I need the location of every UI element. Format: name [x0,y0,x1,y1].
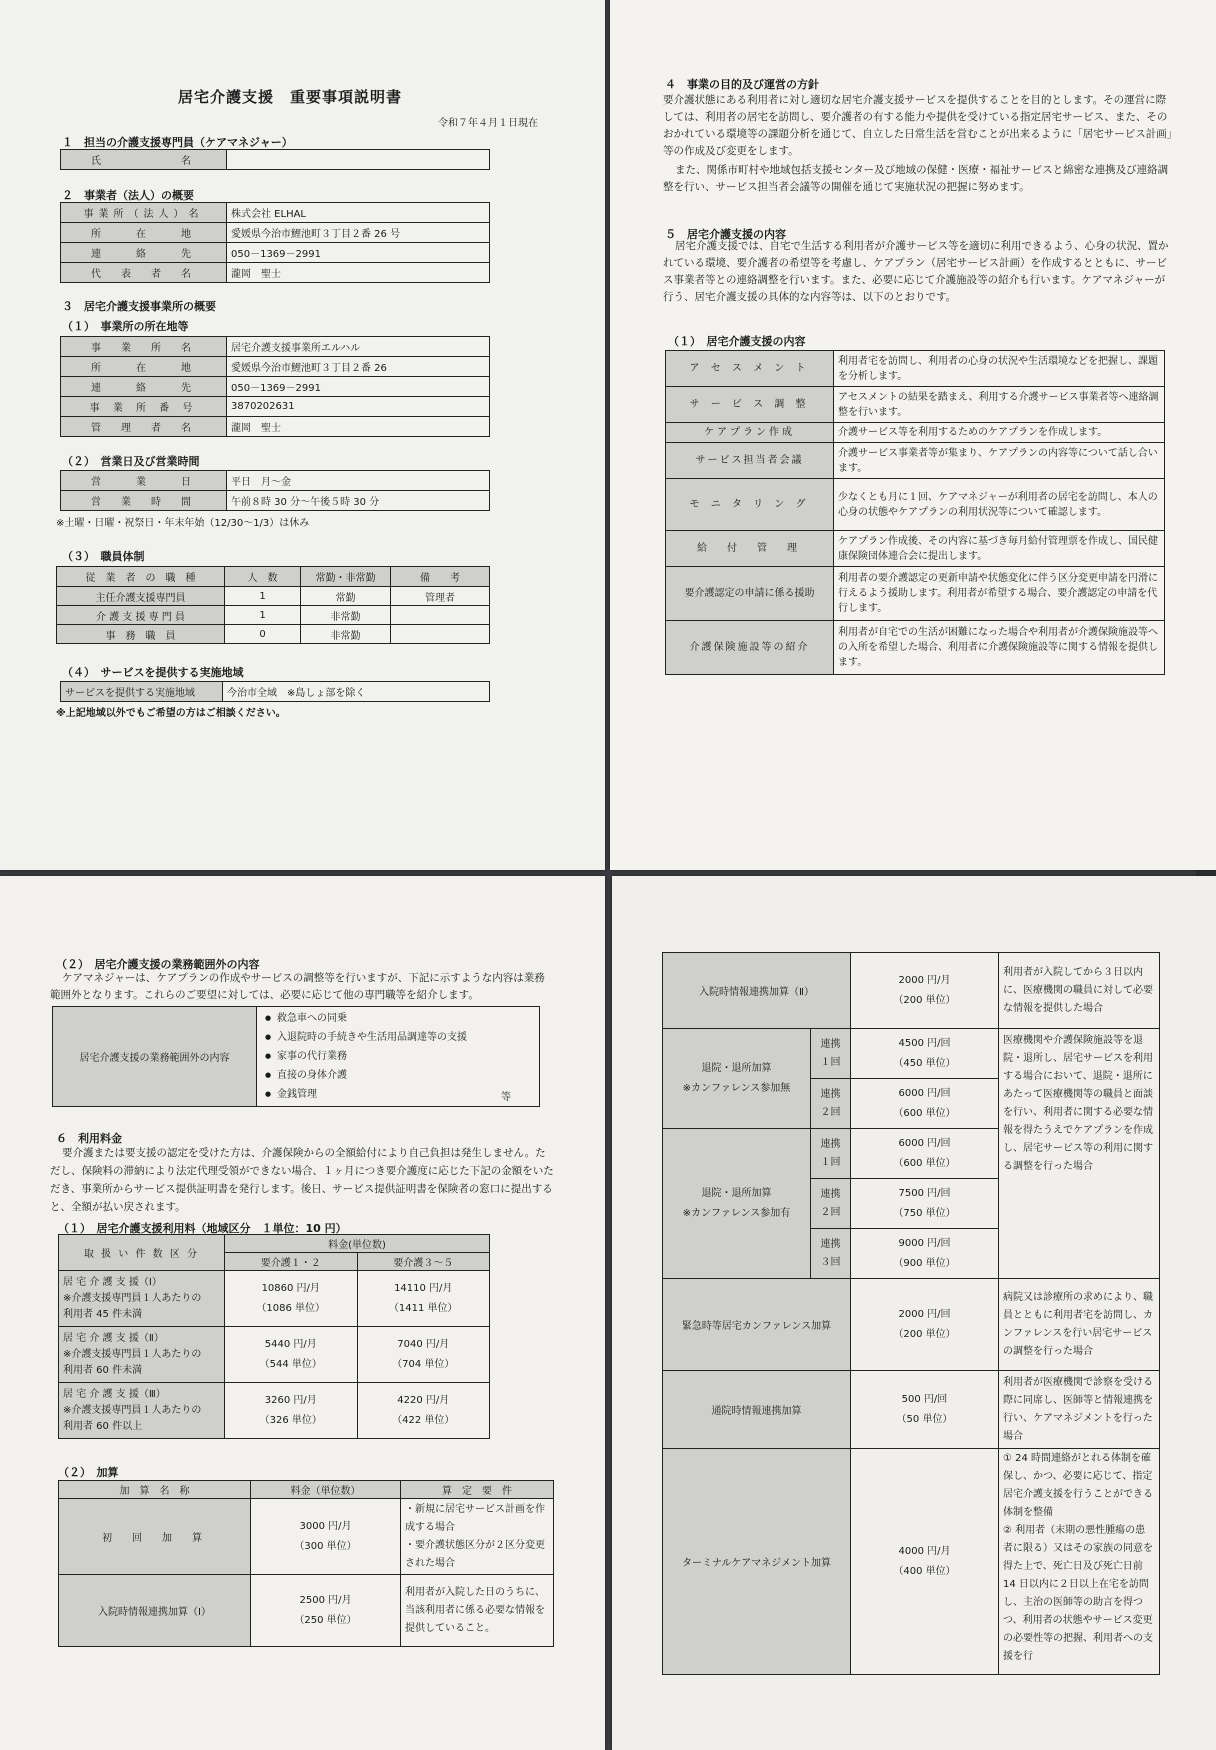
row-label: 要介護認定の申請に係る援助 [666,567,834,621]
category-desc: ※介護支援専門員１人あたりの [63,1292,202,1304]
row-label: 所 在 地 [61,223,227,243]
addition-requirement: 利用者が医療機関で診察を受ける際に同席し、医師等と情報連携を行い、ケアマネジメントを行った場合 [999,1371,1160,1449]
list-item: ● 直接の身体介護 [265,1066,531,1085]
list-item: ● 家事の代行業務 [265,1047,531,1066]
fee-amount: 4500 円/回 [898,1037,951,1049]
service-area-note: ※上記地域以外でもご希望の方はご相談ください。 [56,708,286,719]
row-label: 所 在 地 [61,357,227,377]
addition-fee [851,1129,999,1179]
table-cell: 介 護 支 援 専 門 員 [57,606,225,625]
fee-units: （600 単位） [893,1107,956,1119]
section-6-paragraph: 要介護または要支援の認定を受けた方は、介護保険からの全額給付により自己負担は発生しません。ただし、保険料の滞納により法定代理受領ができない場合、１ヶ月につき要介護度に応じた下記の金額をいただき、事業所からサービス提供証明書を発行します。後日、サービス提供証明書を保険者の窓口に提出すると、全額が払い戻されます。 [50,1147,554,1213]
fee-amount: 2000 円/回 [898,1308,951,1320]
row-value: 株式会社 ELHAL [227,203,490,223]
fee-amount: 5440 円/月 [264,1338,317,1350]
category-desc: 利用者 60 件以上 [63,1420,143,1432]
row-label: 事 業 所 番 号 [61,397,227,417]
row-label: 連 絡 先 [61,243,227,263]
row-value: 利用者の要介護認定の更新申請や状態変化に伴う区分変更申請を円滑に行えるよう援助します。利用者が希望する場合、要介護認定の申請を代行します。 [834,567,1165,621]
fee-units: （750 単位） [893,1207,956,1219]
list-item: ● 金銭管理 [265,1085,531,1104]
section-5-paragraph: 居宅介護支援では、自宅で生活する利用者が介護サービス等を適切に利用できるよう、心身の状況、置かれている環境、要介護者の希望等を考慮し、ケアプラン（居宅サービス計画）を作成するとともに、サービス事業者等との連絡調整を行います。また、必要に応じて介護施設等の紹介も行います。ケアマネジャーが行う、居宅介護支援の具体的な内容等は、以下のとおりです。 [663,240,1169,303]
fee-units: （704 単位） [392,1358,455,1370]
document-page-2 [610,0,1216,870]
care-support-content-table [665,350,1165,675]
fee-category [59,1383,225,1439]
addition-table [58,1480,554,1647]
section-3-1-heading: （１） 事業所の所在地等 [62,320,189,333]
category-desc: 利用者 45 件未満 [63,1308,143,1320]
fee-table [58,1234,490,1439]
header-cell: 備 考 [391,567,490,587]
table-cell: 1 [225,587,301,606]
addition-name: 入院時情報連携加算（Ⅰ） [59,1575,251,1647]
row-value: 平日 月～金 [227,471,490,491]
row-label: 管 理 者 名 [61,417,227,437]
section-3-4-heading: （４） サービスを提供する実施地域 [62,666,244,679]
header-cell: 取 扱 い 件 数 区 分 [59,1235,225,1271]
section-5-heading: ５ 居宅介護支援の内容 [665,228,786,241]
fee-amount: 7040 円/月 [397,1338,450,1350]
holiday-note: ※土曜・日曜・祝祭日・年末年始（12/30～1/3）は休み [56,518,310,529]
header-cell: 加 算 名 称 [59,1481,251,1499]
section-3-heading: ３ 居宅介護支援事業所の概要 [62,300,216,313]
addition-requirement: 利用者が入院してから３日以内に、医療機関の職員に対して必要な情報を提供した場合 [999,953,1160,1029]
addition-fee [851,1179,999,1229]
row-label: 営 業 時 間 [61,491,227,511]
section-4-paragraph-1: 要介護状態にある利用者に対し適切な居宅介護支援サービスを提供することを目的とします。その運営に際しては、利用者の居宅を訪問し、要介護者の有する能力や提供を受けている指定居宅サービス、また、そのおかれている環境等の課題分析を通じて、自立した日常生活を営むことが出来るように「居宅サービス計画」等の作成及び変更をします。 [663,94,1173,157]
fee-amount: 4000 円/月 [898,1545,951,1557]
table-cell: 0 [225,625,301,644]
addition-name: ターミナルケアマネジメント加算 [663,1449,851,1675]
fee-amount: 7500 円/回 [898,1187,951,1199]
row-value: 介護サービス等を利用するためのケアプランを作成します。 [834,423,1165,443]
document-page-4 [612,876,1216,1750]
addition-fee [851,1229,999,1279]
corporation-table [60,202,490,283]
addition-title: 退院・退所加算 [701,1187,772,1199]
fee-cell [357,1271,490,1327]
section-5-1-heading: （１） 居宅介護支援の内容 [668,335,806,348]
table-cell: 管理者 [391,587,490,606]
header-cell: 算 定 要 件 [401,1481,554,1499]
fee-amount: 10860 円/月 [261,1282,320,1294]
table-cell: 常勤 [301,587,391,606]
table-cell: 1 [225,606,301,625]
care-manager-table [60,149,490,170]
fee-amount: 14110 円/月 [394,1282,453,1294]
issue-date: 令和７年４月１日現在 [438,118,538,129]
table-cell: 非常勤 [301,625,391,644]
row-value: 050－1369－2991 [227,377,490,397]
list-item: ● 救急車への同乗 [265,1009,531,1028]
section-4-heading: ４ 事業の目的及び運営の方針 [665,78,819,91]
name-label: 氏 名 [61,150,227,170]
fee-units: （1086 単位） [256,1302,326,1314]
fee-units: （300 単位） [294,1540,357,1552]
fee-category [59,1271,225,1327]
addition-name [663,1129,811,1279]
row-value: 瀧岡 聖士 [227,263,490,283]
row-value: 利用者が自宅での生活が困難になった場合や利用者が介護保険施設等への入所を希望した場合、利用者に介護保険施設等に関する情報を提供します。 [834,621,1165,675]
row-label: サ ー ビ ス 調 整 [666,387,834,423]
header-cell: 料金（単位数） [251,1481,401,1499]
category-desc: ※介護支援専門員１人あたりの [63,1404,202,1416]
addition-requirement: 病院又は診療所の求めにより、職員とともに利用者宅を訪問し、カンファレンスを行い居宅サービスの調整を行った場合 [999,1279,1160,1371]
row-label: モ ニ タ リ ン グ [666,479,834,531]
fee-cell [357,1383,490,1439]
addition-name [663,1029,811,1129]
fee-amount: 6000 円/回 [898,1087,951,1099]
fee-amount: 2500 円/月 [299,1594,352,1606]
row-label: 事業所（法人）名 [61,203,227,223]
row-label: 事 業 所 名 [61,337,227,357]
table-cell [391,625,490,644]
fee-amount: 6000 円/回 [898,1137,951,1149]
addition-name: 緊急時等居宅カンファレンス加算 [663,1279,851,1371]
header-cell: 従 業 者 の 職 種 [57,567,225,587]
office-table [60,336,490,437]
addition-fee [851,1449,999,1675]
fee-units: （900 単位） [893,1257,956,1269]
category-name: 居 宅 介 護 支 援（Ⅰ） [63,1276,162,1288]
document-page-1 [0,0,605,870]
document-page-3 [0,876,605,1750]
section-4-paragraph-2: また、関係市町村や地域包括支援センター及び地域の保健・医療・福祉サービスと綿密な連携及び連絡調整を行い、サービス担当者会議等の開催を通じて実施状況の把握に努めます。 [663,164,1169,193]
link-count: 連携 ２回 [811,1079,851,1129]
addition-fee [851,1371,999,1449]
fee-cell [225,1271,358,1327]
fee-units: （200 単位） [893,1328,956,1340]
row-label: 代 表 者 名 [61,263,227,283]
addition-requirement: 利用者が入院した日のうちに、当該利用者に係る必要な情報を提供していること。 [401,1575,554,1647]
row-label: サービスを提供する実施地域 [61,682,223,702]
row-label: ア セ ス メ ン ト [666,351,834,387]
section-6-2-heading: （２） 加算 [58,1466,119,1479]
staff-table [56,566,490,644]
category-name: 居 宅 介 護 支 援（Ⅲ） [63,1388,166,1400]
row-value: 午前８時 30 分～午後５時 30 分 [227,491,490,511]
list-item: ● 入退院時の手続きや生活用品調達等の支援 [265,1028,531,1047]
addition-fee [851,1279,999,1371]
section-2-heading: ２ 事業者（法人）の概要 [62,189,194,202]
fee-units: （544 単位） [259,1358,322,1370]
fee-units: （450 単位） [893,1057,956,1069]
addition-requirement: ① 24 時間連絡がとれる体制を確保し、かつ、必要に応じて、指定居宅介護支援を行うことができる体制を整備 ② 利用者（末期の悪性腫瘍の患者に限る）又はその家族の同意を得た上で、死亡日及び死亡日前 14 日以内に２日以上在宅を訪問し、主治の医師等の助言を得つつ、利用者の状態やサービス変更の必要性等の把握、利用者への支援を行 [999,1449,1160,1675]
table-cell: 主任介護支援専門員 [57,587,225,606]
row-value: 居宅介護支援事業所エルハル [227,337,490,357]
row-value: 愛媛県今治市鯉池町３丁目２番 26 号 [227,223,490,243]
addition-fee [851,1079,999,1129]
row-value: 3870202631 [227,397,490,417]
header-cell: 要介護３～５ [357,1253,490,1271]
fee-amount: 3000 円/月 [299,1520,352,1532]
fee-amount: 2000 円/月 [898,974,951,986]
row-value: 利用者宅を訪問し、利用者の心身の状況や生活環境などを把握し、課題を分析します。 [834,351,1165,387]
addition-fee [851,1029,999,1079]
fee-units: （50 単位） [896,1413,953,1425]
fee-cell [225,1327,358,1383]
row-label: 連 絡 先 [61,377,227,397]
section-5-2-heading: （２） 居宅介護支援の業務範囲外の内容 [56,958,260,971]
addition-fee [251,1575,401,1647]
row-value: ケアプラン作成後、その内容に基づき毎月給付管理票を作成し、国民健康保険団体連合会に提出します。 [834,531,1165,567]
table-cell: 事 務 職 員 [57,625,225,644]
addition-title: 退院・退所加算 [701,1062,772,1074]
addition-name: 初 回 加 算 [59,1499,251,1575]
fee-units: （400 単位） [893,1565,956,1577]
header-cell: 人 数 [225,567,301,587]
link-count: 連携 ２回 [811,1179,851,1229]
section-5-2-paragraph: ケアマネジャーは、ケアプランの作成やサービスの調整等を行いますが、下記に示すような内容は業務範囲外となります。これらのご要望に対しては、必要に応じて他の専門職等を紹介します。 [50,972,545,1001]
row-label: 介護保険施設等の紹介 [666,621,834,675]
document-title: 居宅介護支援 重要事項説明書 [178,88,403,106]
link-count: 連携 １回 [811,1129,851,1179]
row-value: 愛媛県今治市鯉池町３丁目２番 26 [227,357,490,377]
category-desc: 利用者 60 件未満 [63,1364,143,1376]
section-3-2-heading: （２） 営業日及び営業時間 [62,455,200,468]
fee-category [59,1327,225,1383]
row-label: 居宅介護支援の業務範囲外の内容 [53,1007,257,1107]
fee-units: （200 単位） [893,994,956,1006]
addition-fee [251,1499,401,1575]
addition-subtitle: ※カンファレンス参加無 [682,1082,791,1094]
fee-amount: 500 円/回 [901,1393,948,1405]
list-etc: 等 [501,1092,511,1103]
fee-units: （1411 単位） [388,1302,458,1314]
section-1-heading: １ 担当の介護支援専門員（ケアマネジャー） [62,136,293,149]
row-value: 介護サービス事業者等が集まり、ケアプランの内容等について話し合います。 [834,443,1165,479]
section-6-1-heading: （１） 居宅介護支援利用料（地域区分 １単位：10 円） [58,1222,347,1235]
row-label: 営 業 日 [61,471,227,491]
hours-table [60,470,490,511]
name-value [227,150,490,170]
fee-units: （250 単位） [294,1614,357,1626]
fee-units: （600 単位） [893,1157,956,1169]
row-label: ケアプラン作成 [666,423,834,443]
table-cell [391,606,490,625]
fee-cell [357,1327,490,1383]
header-cell: 料金(単位数) [225,1235,490,1253]
row-label: サービス担当者会議 [666,443,834,479]
section-6-heading: ６ 利用料金 [56,1132,122,1145]
addition-requirement: 医療機関や介護保険施設等を退院・退所し、居宅サービスを利用する場合において、退院・退所にあたって医療機関等の職員と面談を行い、利用者に関する必要な情報を得たうえでケアプランを作成し、居宅サービス等の利用に関する調整を行った場合 [999,1029,1160,1279]
row-value: 少なくとも月に１回、ケアマネジャーが利用者の居宅を訪問し、本人の心身の状態やケアプランの利用状況等について確認します。 [834,479,1165,531]
service-area-table [60,681,490,702]
row-value: 050－1369－2991 [227,243,490,263]
row-value: アセスメントの結果を踏まえ、利用する介護サービス事業者等へ連絡調整を行います。 [834,387,1165,423]
addition-table-continued [662,952,1160,1675]
addition-fee [851,953,999,1029]
fee-units: （422 単位） [392,1414,455,1426]
row-value: 今治市全域 ※島しょ部を除く [223,682,490,702]
header-cell: 要介護１・２ [225,1253,358,1271]
fee-amount: 4220 円/月 [397,1394,450,1406]
table-cell: 非常勤 [301,606,391,625]
category-desc: ※介護支援専門員１人あたりの [63,1348,202,1360]
link-count: 連携 ３回 [811,1229,851,1279]
addition-name: 通院時情報連携加算 [663,1371,851,1449]
category-name: 居 宅 介 護 支 援（Ⅱ） [63,1332,164,1344]
fee-amount: 3260 円/月 [264,1394,317,1406]
addition-name: 入院時情報連携加算（Ⅱ） [663,953,851,1029]
section-3-3-heading: （３） 職員体制 [62,550,145,563]
header-cell: 常勤・非常勤 [301,567,391,587]
link-count: 連携 １回 [811,1029,851,1079]
out-of-scope-table [52,1006,540,1107]
fee-cell [225,1383,358,1439]
addition-requirement: ・新規に居宅サービス計画を作成する場合 ・要介護状態区分が２区分変更された場合 [401,1499,554,1575]
fee-units: （326 単位） [259,1414,322,1426]
row-label: 給 付 管 理 [666,531,834,567]
addition-subtitle: ※カンファレンス参加有 [682,1207,791,1219]
fee-amount: 9000 円/回 [898,1237,951,1249]
out-of-scope-list [265,1009,531,1104]
row-value: 瀧岡 聖士 [227,417,490,437]
